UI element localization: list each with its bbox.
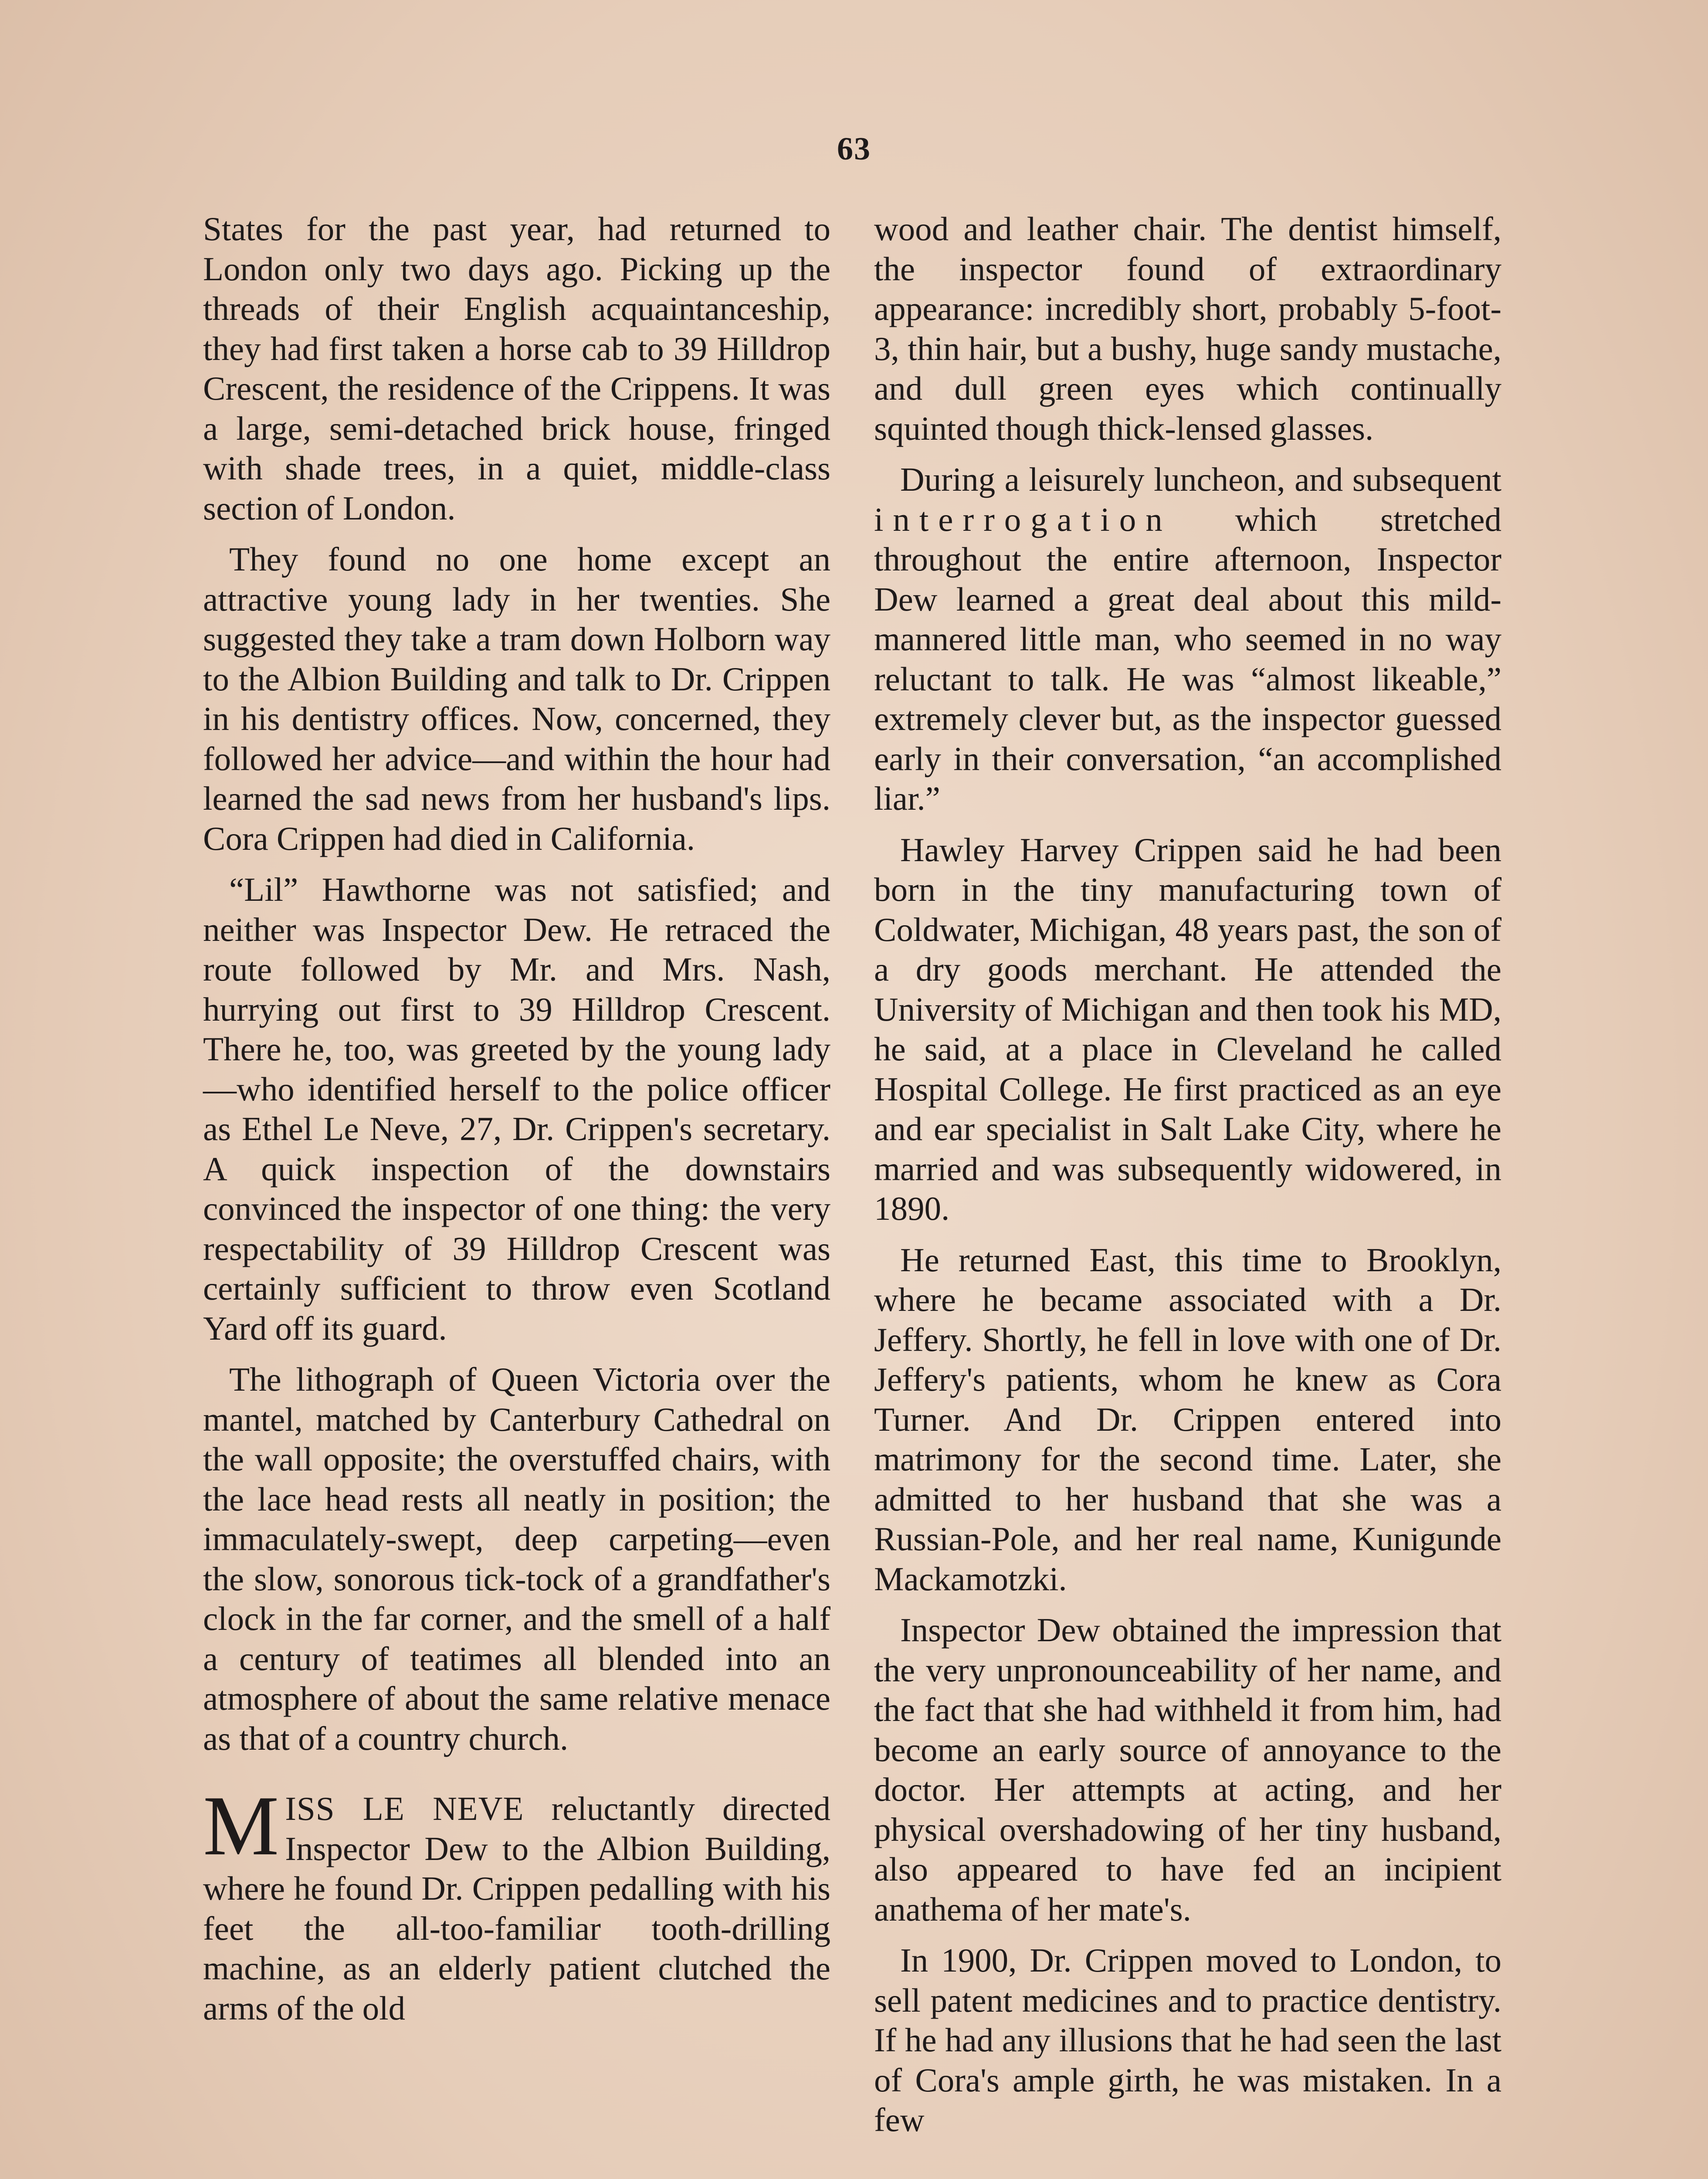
paragraph: They found no one home except an attractive young lady in her twenties. She suggested they take a tram down Holborn way to the Albion Building and talk to Dr. Crippen in his dentistry offices. Now, concerned, they followed her advice—and within the hour had learned the sad news from her husband's lips. Cora Crippen had died in California. (203, 540, 830, 857)
opening-caps: ISS LE NEVE (285, 1790, 524, 1827)
spaced-word: interrogation (874, 500, 1172, 538)
paragraph: The lithograph of Queen Victoria over the mantel, matched by Canterbury Cathedral on the wall opposite; the overstuffed chairs, with the lace head rests all neatly in position; the immaculately-swept, deep carpeting—even the slow, sonorous tick-tock of a grandfather's clock in the far corner, and the smell of a half a century of teatimes all blended into an atmosphere of about the same relative menace as that of a country church. (203, 1361, 830, 1757)
page-number: 63 (837, 131, 871, 167)
paragraph: Hawley Harvey Crippen said he had been born in the tiny manufacturing town of Coldwater, Michigan, 48 years past, the son of a dry goods merchant. He attended the University of Michigan and then took his MD, he said, at a place in Cleveland he called Hospital College. He first practiced as an eye and ear specialist in Salt Lake City, where he married and was subsequently widowered, in 1890. (874, 831, 1501, 1227)
left-column (203, 209, 830, 2028)
paragraph: In 1900, Dr. Crippen moved to London, to sell patent medicines and to practice dentistry. If he had any illusions that he had seen the last of Cora's ample girth, he was mistaken. In a few (874, 1941, 1501, 2138)
paragraph: He returned East, this time to Brooklyn, where he became associated with a Dr. Jeffery. Shortly, he fell in love with one of Dr. Jeffery's patients, whom he knew as Cora Turner. And Dr. Crippen entered into matrimony for the second time. Later, she admitted to her husband that she was a Russian-Pole, and her real name, Kunigunde Mackamotzki. (874, 1241, 1501, 1598)
paragraph: “Lil” Hawthorne was not satisfied; and neither was Inspector Dew. He retraced the route followed by Mr. and Mrs. Nash, hurrying out first to 39 Hilldrop Crescent. There he, too, was greeted by the young lady—who identified herself to the police officer as Ethel Le Neve, 27, Dr. Crippen's secretary. A quick inspection of the downstairs convinced the inspector of one thing: the very respectability of 39 Hilldrop Crescent was certainly sufficient to throw even Scotland Yard off its guard. (203, 871, 830, 1347)
drop-cap: M (203, 1778, 279, 1873)
right-column (874, 209, 1501, 2140)
paragraph-text: which stretched throughout the entire afternoon, Inspector Dew learned a great deal about this mild-mannered little man, who seemed in no way reluctant to talk. He was “almost likeable,” extremely clever but, as the inspector guessed early in their conversation, “an accomplished liar.” (874, 500, 1501, 817)
paragraph: Inspector Dew obtained the impression that the very unpronounceability of her name, and the fact that she had withheld it from him, had become an early source of annoyance to the doctor. Her attempts at acting, and her physical overshadowing of her tiny husband, also appeared to have fed an incipient anathema of her mate's. (874, 1611, 1501, 1928)
paragraph-text: During a leisurely luncheon, and subsequent (900, 461, 1501, 498)
section-opening-paragraph (203, 1778, 830, 2028)
paragraph: wood and leather chair. The dentist himself, the inspector found of extraordinary appearance: incredibly short, probably 5-foot-3, thin hair, but a bushy, huge sandy mustache, and dull green eyes which continually squinted though thick-lensed glasses. (874, 210, 1501, 447)
paragraph (874, 460, 1501, 819)
paragraph-text: reluctantly directed Inspector Dew to the Albion Building, where he found Dr. Crippen pedalling with his feet the all-too-familiar tooth-drilling machine, as an elderly patient clutched the arms of the old (203, 1790, 830, 2027)
paragraph: States for the past year, had returned to London only two days ago. Picking up the threads of their English acquaintanceship, they had first taken a horse cab to 39 Hilldrop Crescent, the residence of the Crippens. It was a large, semi-detached brick house, fringed with shade trees, in a quiet, middle-class section of London. (203, 210, 830, 527)
